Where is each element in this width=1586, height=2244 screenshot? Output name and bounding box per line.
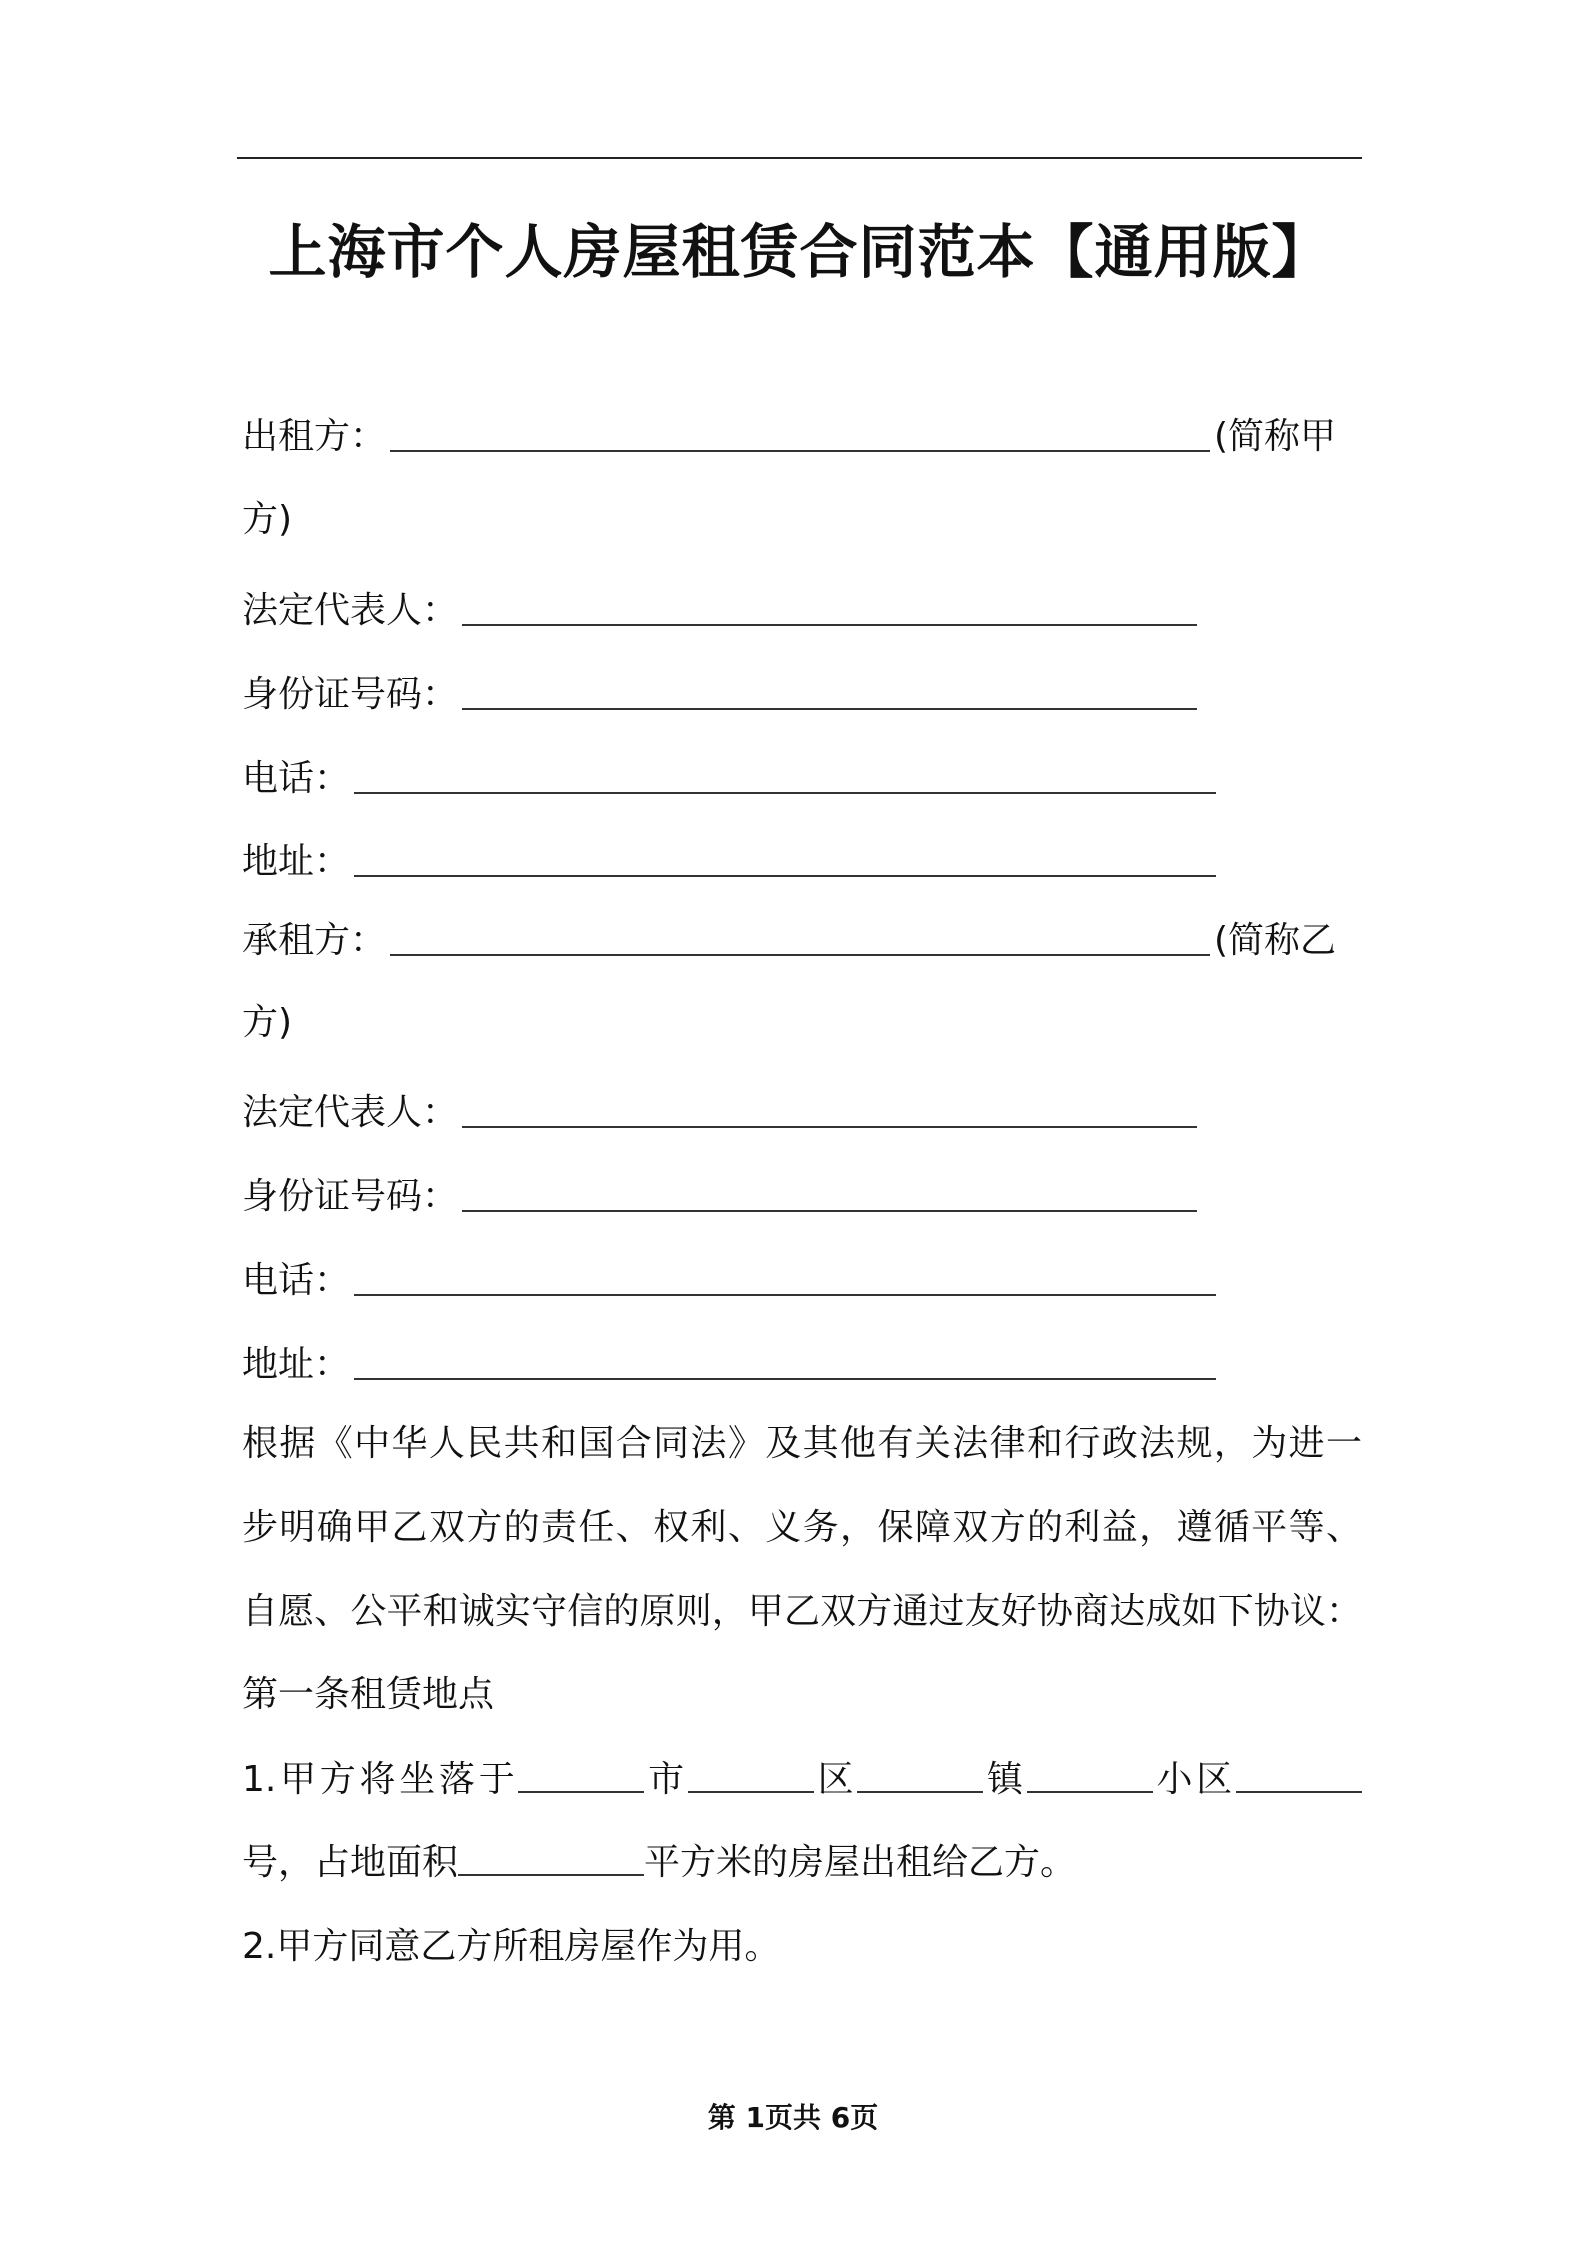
lessor-phone-label: 电话： bbox=[242, 758, 351, 799]
lessee-name-blank[interactable] bbox=[390, 954, 1210, 956]
lessee-address-line bbox=[242, 1342, 1362, 1388]
lessor-rep-label: 法定代表人： bbox=[242, 590, 459, 631]
clause-1-line-1 bbox=[242, 1757, 1362, 1803]
lessee-rep-line bbox=[242, 1090, 1362, 1136]
lessor-line bbox=[242, 414, 1362, 460]
lessor-abbrev-wrap: 方) bbox=[242, 499, 293, 540]
lessor-label: 出租方： bbox=[242, 416, 387, 457]
lessee-id-line bbox=[242, 1174, 1362, 1220]
clause-1-start: 1.甲方将坐落于 bbox=[242, 1759, 519, 1800]
lessee-id-label: 身份证号码： bbox=[242, 1176, 459, 1217]
clause-2: 2.甲方同意乙方所租房屋作为用。 bbox=[242, 1926, 781, 1967]
lessee-rep-blank[interactable] bbox=[462, 1126, 1197, 1128]
town-blank[interactable] bbox=[857, 1791, 983, 1793]
header-rule bbox=[237, 157, 1362, 159]
lessor-address-blank[interactable] bbox=[354, 875, 1216, 877]
community-blank[interactable] bbox=[1027, 1791, 1153, 1793]
clause-1-line-2 bbox=[242, 1840, 1362, 1886]
lessor-phone-line bbox=[242, 756, 1362, 802]
lessee-address-label: 地址： bbox=[242, 1344, 351, 1385]
article-1-heading: 第一条租赁地点 bbox=[242, 1674, 495, 1715]
community-label: 小区 bbox=[1152, 1759, 1236, 1800]
lessee-phone-blank[interactable] bbox=[354, 1294, 1216, 1296]
lessor-address-label: 地址： bbox=[242, 841, 351, 882]
document-title: 上海市个人房屋租赁合同范本【通用版】 bbox=[268, 218, 1331, 286]
page-footer: 第 1页共 6页 bbox=[707, 2101, 879, 2134]
area-label: 号，占地面积 bbox=[242, 1842, 459, 1883]
lessor-name-blank[interactable] bbox=[390, 450, 1210, 452]
lessor-rep-blank[interactable] bbox=[462, 624, 1197, 626]
preamble-line-1: 根据《中华人民共和国合同法》及其他有关法律和行政法规，为进一 bbox=[242, 1423, 1362, 1464]
district-label: 区 bbox=[813, 1759, 858, 1800]
preamble-line-3: 自愿、公平和诚实守信的原则，甲乙双方通过友好协商达成如下协议： bbox=[242, 1591, 1362, 1632]
lessor-address-line bbox=[242, 839, 1362, 885]
district-blank[interactable] bbox=[688, 1791, 814, 1793]
lessee-id-blank[interactable] bbox=[462, 1210, 1197, 1212]
lessee-address-blank[interactable] bbox=[354, 1378, 1216, 1380]
lessee-phone-line bbox=[242, 1258, 1362, 1304]
area-blank[interactable] bbox=[458, 1874, 644, 1876]
lessee-label: 承租方： bbox=[242, 920, 387, 961]
city-label: 市 bbox=[644, 1759, 688, 1800]
lessee-phone-label: 电话： bbox=[242, 1260, 351, 1301]
house-number-blank[interactable] bbox=[1236, 1791, 1362, 1793]
preamble-line-2: 步明确甲乙双方的责任、权利、义务，保障双方的利益，遵循平等、 bbox=[242, 1507, 1362, 1548]
lessee-rep-label: 法定代表人： bbox=[242, 1092, 459, 1133]
lessee-abbrev-wrap: 方) bbox=[242, 1002, 293, 1043]
clause-1-tail: 平方米的房屋出租给乙方。 bbox=[644, 1842, 1077, 1883]
lessor-abbrev-label: (简称甲 bbox=[1214, 416, 1337, 457]
lessor-phone-blank[interactable] bbox=[354, 792, 1216, 794]
city-blank[interactable] bbox=[518, 1791, 644, 1793]
lessee-abbrev-label: (简称乙 bbox=[1214, 920, 1337, 961]
lessee-line bbox=[242, 918, 1362, 964]
lessor-id-blank[interactable] bbox=[462, 708, 1197, 710]
lessor-rep-line bbox=[242, 588, 1362, 634]
town-label: 镇 bbox=[983, 1759, 1027, 1800]
lessor-id-label: 身份证号码： bbox=[242, 674, 459, 715]
lessor-id-line bbox=[242, 672, 1362, 718]
